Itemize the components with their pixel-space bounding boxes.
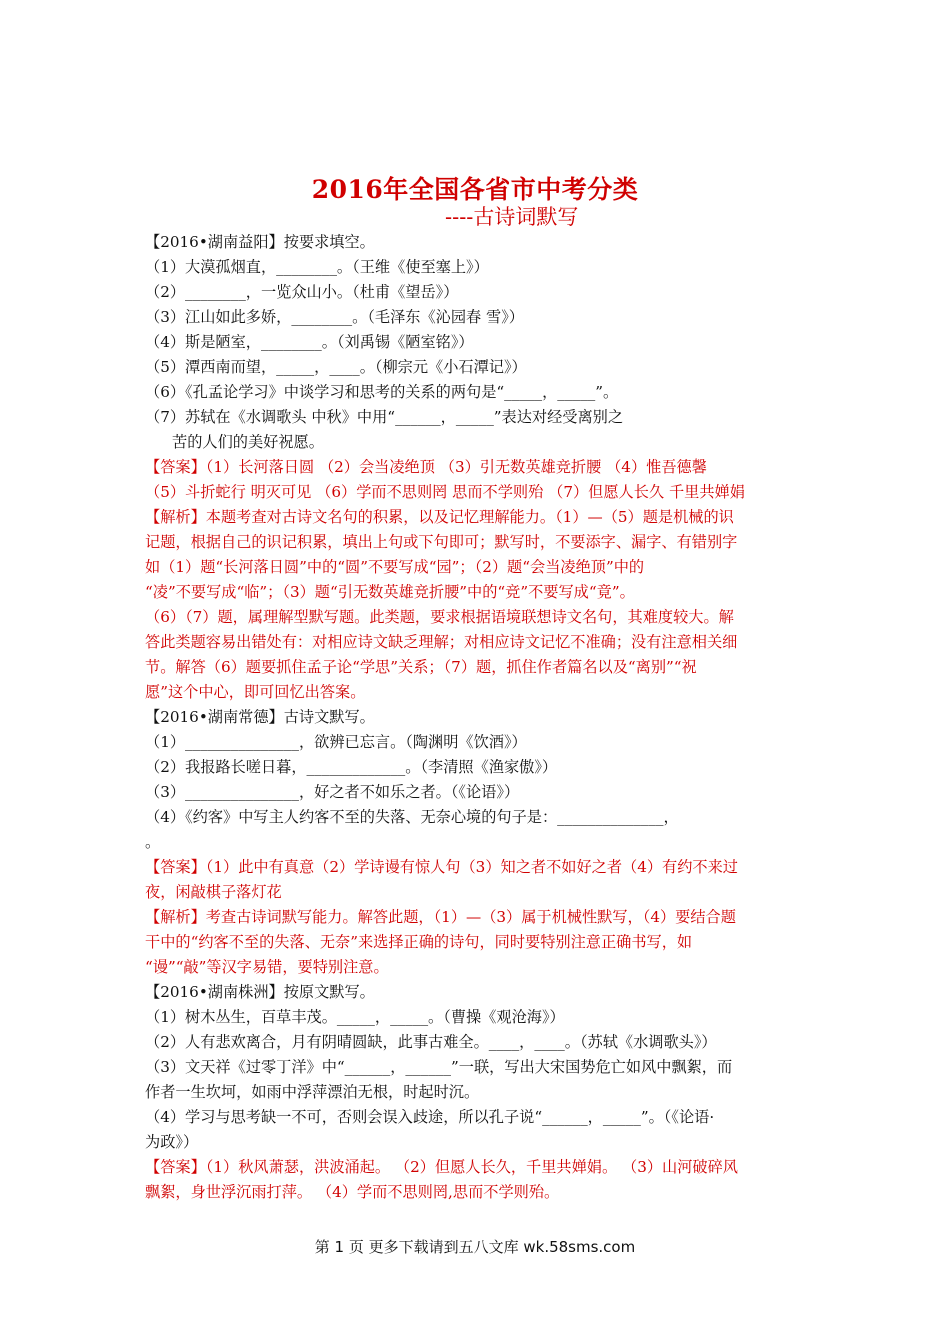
text-line: 苦的人们的美好祝愿。: [172, 433, 324, 451]
text-line: （3）文天祥《过零丁洋》中“______，______”一联，写出大宋国势危亡如风中飘絮，而: [145, 1058, 733, 1076]
text-line: （1）_______________，欲辨已忘言。（陶渊明《饮酒》）: [145, 733, 527, 751]
text-line: （2）我报路长嗟日暮，_____________。（李清照《渔家傲》）: [145, 758, 558, 776]
text-line: 为政》）: [145, 1133, 199, 1151]
text-line: 【2016•湖南益阳】按要求填空。: [145, 233, 375, 251]
text-line: 答此类题容易出错处有：对相应诗文缺乏理解；对相应诗文记忆不准确；没有注意相关细: [145, 633, 738, 651]
document-body: [145, 230, 810, 1205]
text-line: 夜，闲敲棋子落灯花: [145, 883, 282, 901]
text-line: 【2016•湖南常德】古诗文默写。: [145, 708, 375, 726]
text-line: 愿”这个中心，即可回忆出答案。: [145, 683, 366, 701]
text-line: （3）_______________，好之者不如乐之者。（《论语》）: [145, 783, 520, 801]
text-line: （3）江山如此多娇，________。（毛泽东《沁园春 雪》）: [145, 308, 524, 326]
text-line: 【答案】（1）此中有真意（2）学诗谩有惊人句（3）知之者不如好之者（4）有约不来过: [145, 858, 738, 876]
text-line: （2）人有悲欢离合，月有阴晴圆缺，此事古难全。____，____。（苏轼《水调歌头》）: [145, 1033, 717, 1051]
text-line: （4）斯是陋室，________。（刘禹锡《陋室铭》）: [145, 333, 474, 351]
page-title: 2016年全国各省市中考分类: [311, 175, 639, 204]
text-line: 作者一生坎坷，如雨中浮萍漂泊无根，时起时沉。: [145, 1083, 480, 1101]
text-line: 【2016•湖南株洲】按原文默写。: [145, 983, 375, 1001]
text-line: “谩”“敲”等汉字易错，要特别注意。: [145, 958, 389, 976]
text-line: 【解析】本题考查对古诗文名句的积累，以及记忆理解能力。（1）—（5）题是机械的识: [145, 508, 734, 526]
text-line: “凌”不要写成“临”；（3）题“引无数英雄竞折腰”中的“竞”不要写成“竟”。: [145, 583, 635, 601]
text-line: （1）大漠孤烟直，________。（王维《使至塞上》）: [145, 258, 489, 276]
text-line: 干中的“约客不至的失落、无奈”来选择正确的诗句，同时要特别注意正确书写，如: [145, 933, 693, 951]
text-line: 节。解答（6）题要抓住孟子论“学思”关系；（7）题，抓住作者篇名以及“离别”“祝: [145, 658, 697, 676]
text-line: （4）学习与思考缺一不可，否则会误入歧途，所以孔子说“______，_____”。（《论语·: [145, 1108, 715, 1126]
text-line: （7）苏轼在《水调歌头 中秋》中用“______，_____”表达对经受离别之: [145, 408, 624, 426]
text-line: （4）《约客》中写主人约客不至的失落、无奈心境的句子是：______________，: [145, 808, 679, 826]
page-subtitle: ----古诗词默写: [445, 205, 579, 229]
text-line: 【答案】（1）秋风萧瑟，洪波涌起。 （2）但愿人长久，千里共婵娟。 （3）山河破碎风: [145, 1158, 738, 1176]
page-footer: 第 1 页 更多下载请到五八文库 wk.58sms.com: [314, 1238, 636, 1256]
text-line: 如（1）题“长河落日圆”中的“圆”不要写成“园”；（2）题“会当凌绝顶”中的: [145, 558, 645, 576]
text-line: 【解析】考查古诗词默写能力。解答此题，（1）—（3）属于机械性默写，（4）要结合题: [145, 908, 736, 926]
text-line: （6）（7）题，属理解型默写题。此类题，要求根据语境联想诗文名句，其难度较大。解: [145, 608, 734, 626]
text-line: 飘絮，身世浮沉雨打萍。 （4）学而不思则罔,思而不学则殆。: [145, 1183, 560, 1201]
text-line: （1）树木丛生，百草丰茂。_____，_____。（曹操《观沧海》）: [145, 1008, 565, 1026]
text-line: 记题，根据自己的识记积累，填出上句或下句即可；默写时，不要添字、漏字、有错别字: [145, 533, 738, 551]
text-line: （2）________，一览众山小。（杜甫《望岳》）: [145, 283, 459, 301]
text-line: （5）潭西南而望，_____，____。（柳宗元《小石潭记》）: [145, 358, 527, 376]
text-line: 。: [145, 833, 161, 851]
text-line: （5）斗折蛇行 明灭可见 （6）学而不思则罔 思而不学则殆 （7）但愿人长久 千里共婵娟: [145, 483, 745, 501]
text-line: （6）《孔孟论学习》中谈学习和思考的关系的两句是“_____，_____”。: [145, 383, 619, 401]
text-line: 【答案】（1）长河落日圆 （2）会当凌绝顶 （3）引无数英雄竞折腰 （4）惟吾德馨: [145, 458, 707, 476]
